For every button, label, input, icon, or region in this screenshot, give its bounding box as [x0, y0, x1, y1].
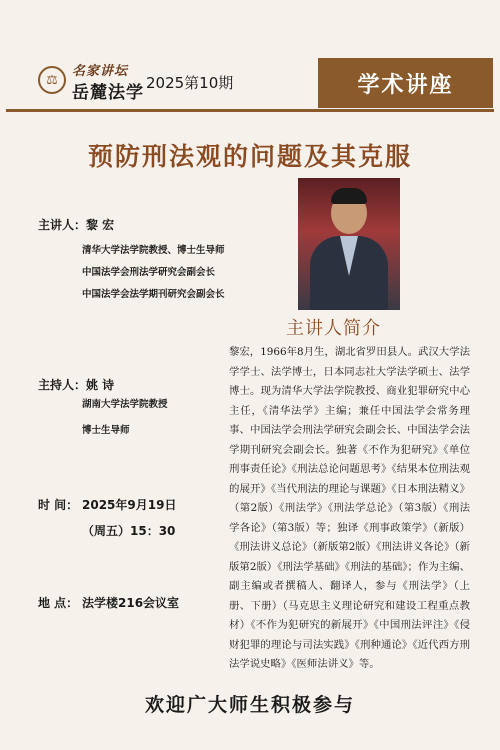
host-label: 主持人：姚 诗: [38, 378, 115, 392]
logo: [38, 60, 153, 102]
footer-invitation: 欢迎广大师生积极参与: [144, 694, 355, 716]
speaker-photo: [298, 178, 400, 310]
speaker-role: 中国法学会法学期刊研究会副会长: [82, 289, 225, 300]
lecture-banner: 学术讲座: [318, 58, 493, 108]
time-date: 2025年9月19日: [82, 498, 177, 512]
location-label: 地 点：: [38, 596, 79, 610]
speaker-intro-heading: 主讲人简介: [286, 318, 381, 339]
speaker-bio: 黎宏，1966年8月生，湖北省罗田县人。武汉大学法学学士、法学博士，日本同志社大学法学硕士、法学博士。现为清华大学法学院教授、商业犯罪研究中心主任，《清华法学》主编；兼任中国法学会常务理事、中国法学会刑法学研究会副会长、中国法学会法学期刊研究会副会长。独著《不作为犯研究》《单位刑事责任论》《刑法总论问题思考》《结果本位刑法观的展开》《当代刑法的理论与课题》《日本刑法精义》（第2版）《刑法学》《刑法学总论》（第3版）《刑法学各论》（第3版）等；独译《刑事政策学》（新版）《刑法讲义总论》（新版第2版）《刑法讲义各论》（新版第2版）《刑法学基础》《刑法的基础》；作为主编、副主编或者撰稿人、翻译人，参与《刑法学》（上册、下册）（马克思主义理论研究和建设工程重点教材）《不作为犯研究的新展开》《中国刑法评注》《侵财犯罪的理论与司法实践》《刑种通论》《近代西方刑法学说史略》《医师法讲义》等。: [229, 346, 470, 670]
location-value: 法学楼216会议室: [82, 596, 180, 610]
header-divider: [6, 109, 494, 112]
speaker-role: 清华大学法学院教授、博士生导师: [82, 245, 225, 256]
logo-bottom-text: 岳麓法学: [72, 83, 144, 103]
logo-top-text: 名家讲坛: [72, 64, 129, 79]
host-role: 湖南大学法学院教授: [82, 399, 168, 410]
speaker-label: 主讲人：黎 宏: [38, 218, 115, 232]
speaker-role: 中国法学会刑法学研究会副会长: [82, 267, 216, 278]
host-role: 博士生导师: [82, 425, 130, 436]
host-roles: [82, 392, 168, 444]
speaker-roles: [82, 240, 225, 306]
issue-number: 2025第10期: [146, 74, 234, 92]
scales-emblem-icon: ⚖: [38, 66, 66, 94]
time-label: 时 间：: [38, 498, 79, 512]
lecture-title: 预防刑法观的问题及其克服: [87, 142, 412, 171]
time-weekday: （周五）15：30: [82, 524, 176, 538]
